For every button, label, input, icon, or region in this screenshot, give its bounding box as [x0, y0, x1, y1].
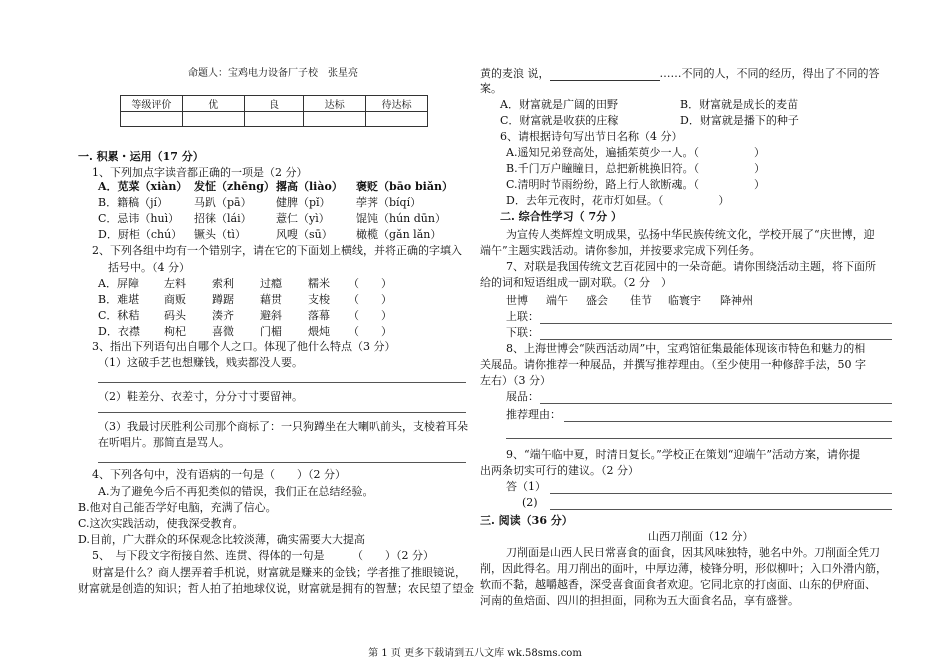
q2-b-answer[interactable]: （ ）: [348, 293, 392, 306]
q1-option-b-2: 健脾（pǐ）: [276, 196, 331, 209]
answer-2-input[interactable]: [550, 509, 892, 510]
grade-col-4: 待达标: [366, 96, 428, 112]
q1-option-b-1: 马趴（pā）: [194, 196, 252, 209]
q7-word: 端午: [546, 294, 568, 307]
q5-option-c: C．财富就是收获的庄稼: [500, 114, 619, 127]
q2-a-0: A．屏障: [98, 277, 139, 290]
question-4: 4、下列各句中，没有语病的一句是（ ）（2 分）: [92, 468, 346, 481]
q2-d-0: D．衣襟: [98, 325, 140, 338]
xialian-input[interactable]: [540, 339, 892, 340]
q5-cont-b: ……不同的人，不同的经历，得出了不同的答: [659, 67, 880, 80]
q1-option-c-0: C．忌讳（huì）: [98, 212, 180, 225]
q2-b-1: 商贩: [164, 293, 186, 306]
q1-option-c-2: 薏仁（yì）: [276, 212, 330, 225]
q7-word: 降神州: [720, 294, 753, 307]
question-3: 3、指出下列语句出自哪个人之口。体现了他什么特点（3 分）: [92, 340, 396, 353]
grade-col-3: 达标: [304, 96, 366, 112]
q2-a-3: 过瘾: [260, 277, 282, 290]
q1-option-b-3: 荸荠（bíqí）: [356, 196, 422, 209]
grade-cell[interactable]: [182, 112, 244, 127]
q6-item-d: D．去年元夜时，花市灯如昼。（ ）: [506, 194, 730, 207]
reading-title: 山西刀削面（12 分）: [648, 530, 754, 543]
q2-b-4: 支梭: [308, 293, 330, 306]
q1-option-b-0: B．籍稿（jí）: [98, 196, 169, 209]
reading-line3: 软而不黏，越嚼越香，深受喜食面食者欢迎。它同北京的打卤面、山东的伊府面、: [480, 578, 876, 591]
q4-option-d: D.目前，广大群众的环保观念比较淡薄，确实需要大大提高: [78, 533, 365, 546]
q5-blank[interactable]: [550, 69, 660, 81]
question-3-item-1: （1）这破手艺也想赚钱，贱卖都没人要。: [98, 356, 303, 369]
q8-line2: 关展品。请你推荐一种展品，并撰写推荐理由。（至少使用一种修辞手法，50 字: [480, 358, 866, 371]
grade-cell[interactable]: [244, 112, 304, 127]
q7-word: 临寰宇: [668, 294, 701, 307]
q5-continuation: [480, 67, 880, 81]
q2-b-0: B．难堪: [98, 293, 140, 306]
q4-option-a: A.为了避免今后不再犯类似的错误，我们正在总结经验。: [98, 485, 374, 498]
question-6: 6、请根据诗句写出节日名称（4 分）: [500, 130, 683, 143]
q8-line1: 8、上海世博会“陕西活动周”中，宝鸡馆征集最能体现该市特色和魅力的相: [506, 342, 866, 355]
question-3-item-3a: （3）我最讨厌胜利公司那个商标了：一只狗蹲坐在大喇叭前头，支棱着耳朵: [98, 420, 468, 433]
xialian-label: 下联：: [506, 326, 539, 339]
q1-option-a-0: A．苋菜（xiàn）: [98, 180, 188, 193]
q6-item-a: A.遥知兄弟登高处，遍插茱萸少一人。（ ）: [506, 146, 765, 159]
question-1: 1、下列加点字读音都正确的一项是（2 分）: [92, 166, 308, 179]
grade-cell[interactable]: [121, 112, 183, 127]
q1-option-d-1: 镢头（tì）: [194, 228, 246, 241]
q2-d-4: 煨炖: [308, 325, 330, 338]
reading-line2: 削，因此得名。用刀削出的面叶，中厚边薄，棱锋分明，形似柳叶；入口外滑内筋，: [480, 562, 887, 575]
q1-option-d-2: 风嗖（sū）: [276, 228, 333, 241]
q4-option-c: C.这次实践活动，使我深受教育。: [78, 517, 244, 530]
q5-cont-a: 黄的麦浪 说，: [480, 67, 550, 80]
grade-cell[interactable]: [366, 112, 428, 127]
q2-c-1: 码头: [164, 309, 186, 322]
q2-a-4: 糯米: [308, 277, 330, 290]
q1-option-a-2: 撂高（liào）: [276, 180, 343, 193]
q9-line2: 出两条切实可行的建议。（2 分）: [480, 464, 639, 477]
q2-a-1: 左料: [164, 277, 186, 290]
q2-c-answer[interactable]: （ ）: [348, 309, 392, 322]
section-1-title: 一. 积累・运用（17 分）: [78, 150, 204, 163]
q2-c-4: 落幕: [308, 309, 330, 322]
q5-option-b: B．财富就是成长的麦苗: [680, 98, 799, 111]
q2-d-1: 枸杞: [164, 325, 186, 338]
page-footer: 第 1 页 更多下载请到五八文库 wk.58sms.com: [368, 648, 582, 659]
zhanpin-label: 展品：: [506, 390, 539, 403]
q2-b-2: 蹲踞: [212, 293, 234, 306]
q2-c-3: 避斜: [260, 309, 282, 322]
q7-word: 盛会: [586, 294, 608, 307]
q7-word: 佳节: [630, 294, 652, 307]
answer-1-label: 答（1）: [506, 480, 546, 493]
grade-table: [120, 95, 428, 127]
q7-word: 世博: [506, 294, 528, 307]
question-2-line2: 括号中。（4 分）: [108, 261, 190, 274]
grade-cell[interactable]: [304, 112, 366, 127]
q5-option-d: D．财富就是播下的种子: [680, 114, 799, 127]
q1-option-c-1: 招徕（lái）: [194, 212, 252, 225]
q2-c-0: C．秫秸: [98, 309, 140, 322]
q1-option-d-3: 橄榄（gǎn lǎn）: [356, 228, 442, 241]
q5-text-line2: 财富就是创造的知识；哲人拍了拍地球仪说，财富就是拥有的智慧；农民望了望金: [78, 582, 474, 595]
grade-col-2: 良: [244, 96, 304, 112]
reading-line4: 河南的鱼焙面、四川的担担面，同称为五大面食名品，享有盛誉。: [480, 594, 799, 607]
q2-d-2: 喜微: [212, 325, 234, 338]
question-2-line1: 2、下列各组中均有一个错别字，请在它的下面划上横线，并将正确的字填入: [92, 244, 462, 257]
author-line: 命题人：宝鸡电力设备厂子校 张星亮: [188, 68, 358, 79]
question-5: 5、 与下段文字衔接自然、连贯、得体的一句是 （ ）（2 分）: [92, 549, 434, 562]
q2-a-answer[interactable]: （ ）: [348, 277, 392, 290]
answer-1-input[interactable]: [550, 493, 892, 494]
q1-option-a-1: 发怔（zhēng）: [194, 180, 275, 193]
q9-line1: 9、“端午临中夏，时清日复长。”学校正在策划“迎端午”活动方案，请你提: [506, 448, 860, 461]
shanglian-label: 上联：: [506, 310, 539, 323]
q2-d-3: 门楣: [260, 325, 282, 338]
q7-line1: 7、对联是我国传统文艺百花园中的一朵奇葩。请你围绕活动主题，将下面所: [506, 260, 876, 273]
intro-line2: 端午”主题实践活动。请你参加，并按要求完成下列任务。: [480, 244, 761, 257]
question-3-item-2: （2）鞋差分、衣差寸，分分寸寸要留神。: [98, 390, 303, 403]
grade-col-0: 等级评价: [121, 96, 183, 112]
q5-cont-c: 案。: [480, 82, 502, 95]
q6-item-c: C.清明时节雨纷纷，路上行人欲断魂。（ ）: [506, 178, 766, 191]
answer-line[interactable]: [98, 382, 466, 383]
answer-2-label: (2): [522, 496, 538, 509]
q6-item-b: B.千门万户瞳瞳日，总把新桃换旧符。（ ）: [506, 162, 766, 175]
section-3-title: 三. 阅读（36 分）: [480, 514, 573, 527]
q5-option-a: A．财富就是广阔的田野: [500, 98, 618, 111]
q7-line2: 给的词和短语组成一副对联。（2 分 ）: [480, 276, 672, 289]
answer-line[interactable]: [98, 462, 466, 463]
q2-a-2: 索利: [212, 277, 234, 290]
liyou-input[interactable]: [564, 421, 892, 422]
q1-option-a-3: 褒贬（bāo biǎn）: [356, 180, 453, 193]
reading-line1: 刀削面是山西人民日常喜食的面食，因其风味独特，驰名中外。刀削面全凭刀: [506, 546, 880, 559]
liyou-label: 推荐理由：: [506, 408, 561, 421]
q4-option-b: B.他对自己能否学好电脑，充满了信心。: [78, 501, 277, 514]
q1-option-c-3: 馄饨（hún dūn）: [356, 212, 446, 225]
q2-c-2: 湊齐: [212, 309, 234, 322]
q2-d-answer[interactable]: （ ）: [348, 325, 392, 338]
section-2-title: 二. 综合性学习（ 7分 ）: [500, 210, 622, 223]
q1-option-d-0: D．厨柜（chú）: [98, 228, 183, 241]
question-3-item-3b: 在听唱片。那简直是骂人。: [98, 436, 230, 449]
zhanpin-input[interactable]: [540, 403, 892, 404]
shanglian-input[interactable]: [540, 323, 892, 324]
q8-line3: 左右）（3 分）: [480, 374, 551, 387]
liyou-input-line2[interactable]: [506, 438, 892, 439]
grade-col-1: 优: [182, 96, 244, 112]
answer-line[interactable]: [98, 412, 466, 413]
q5-text-line1: 财富是什么？商人摆弄着手机说，财富就是赚来的金钱；学者推了推眼镜说，: [92, 566, 466, 579]
intro-line1: 为宣传人类辉煌文明成果，弘扬中华民族传统文化，学校开展了“庆世博，迎: [506, 228, 875, 241]
q2-b-3: 藉贯: [260, 293, 282, 306]
